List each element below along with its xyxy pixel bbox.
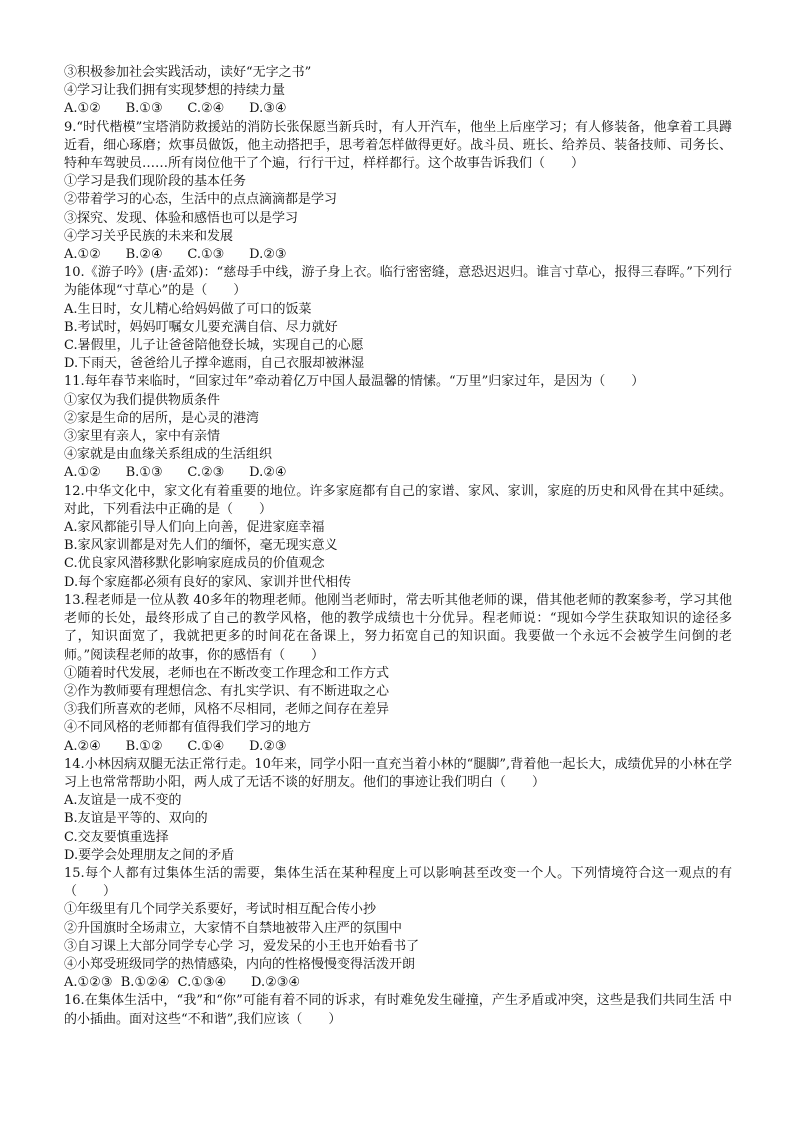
item-line: ②作为教师要有理想信念、有扎实学识、有不断进取之心 <box>64 683 390 699</box>
item-line: ④学习关乎民族的未来和发展 <box>64 228 234 244</box>
answer-options: A.①② B.①③ C.②④ D.③④ <box>64 101 287 117</box>
item-line: D.下雨天，爸爸给儿子撑伞遮雨，自己衣服却被淋湿 <box>64 356 365 372</box>
item-line: ②带着学习的心态，生活中的点点滴滴都是学习 <box>64 192 338 208</box>
question-stem: 13.程老师是一位从教 40多年的物理老师。他刚当老师时，常去听其他老师的课，借其他老师的教案参考，学习其他老师的长处，最终形成了自己的教学风格，他的教学成绩也十分优异。程老师说：“现如今学生获取知识的途径多了，知识面宽了，我就把更多的时间花在备课上，努力拓宽自己的知识面。我要做一个永远不会被学生问倒的老师。”阅读程老师的故事，你的感悟有（ ） <box>64 592 732 663</box>
exam-page <box>64 64 732 1029</box>
item-line: B.考试时，妈妈叮嘱女儿要充满自信、尽力就好 <box>64 319 338 335</box>
item-line: ②家是生命的居所，是心灵的港湾 <box>64 410 260 426</box>
item-line: ③探究、发现、体验和感悟也可以是学习 <box>64 210 299 226</box>
item-line: C.优良家风潜移默化影响家庭成员的价值观念 <box>64 556 325 572</box>
question-stem: 15.每个人都有过集体生活的需要，集体生活在某种程度上可以影响甚至改变一个人。下列情境符合这一观点的有（ ） <box>64 865 732 900</box>
item-line: A.友谊是一成不变的 <box>64 793 182 809</box>
item-line: ④家就是由血缘关系组成的生活组织 <box>64 447 273 463</box>
item-line: ①学习是我们现阶段的基本任务 <box>64 174 247 190</box>
item-line: ②升国旗时全场肃立，大家情不自禁地被带入庄严的氛围中 <box>64 920 403 936</box>
item-line: A.生日时，女儿精心给妈妈做了可口的饭菜 <box>64 301 312 317</box>
item-line: C.交友要慎重选择 <box>64 829 169 845</box>
item-line: ③积极参加社会实践活动，读好“无字之书” <box>64 65 312 80</box>
question-stem: 16.在集体生活中，“我”和“你”可能有着不同的诉求，有时难免发生碰撞，产生矛盾或冲突，这些是我们共同生活 中的小插曲。面对这些“不和谐”,我们应该（ ） <box>64 993 732 1027</box>
item-line: ④小郑受班级同学的热情感染，内向的性格慢慢变得活泼开朗 <box>64 956 416 972</box>
question-stem: 12.中华文化中，家文化有着重要的地位。许多家庭都有自己的家谱、家风、家训，家庭的历史和风骨在其中延续。对此，下列看法中正确的是（ ） <box>64 483 732 517</box>
item-line: ③自习课上大部分同学专心学 习，爱发呆的小王也开始看书了 <box>64 938 420 954</box>
item-line: ③家里有亲人，家中有亲情 <box>64 429 221 445</box>
answer-options: A.①② B.②④ C.①③ D.②③ <box>64 247 287 263</box>
item-line: ①年级里有几个同学关系要好，考试时相互配合传小抄 <box>64 902 377 918</box>
item-line: ④不同风格的老师都有值得我们学习的地方 <box>64 720 312 736</box>
item-line: D.要学会处理朋友之间的矛盾 <box>64 847 235 863</box>
item-line: ④学习让我们拥有实现梦想的持续力量 <box>64 83 286 99</box>
question-stem: 14.小林因病双腿无法正常行走。10年来，同学小阳一直充当着小林的“腿脚”,背着他一起长大，成绩优异的小林在学习上也常常帮助小阳，两人成了无话不谈的好朋友。他们的事迹让我们明白（ ） <box>64 756 732 790</box>
item-line: ①家仅为我们提供物质条件 <box>64 392 221 408</box>
item-line: ③我们所喜欢的老师，风格不尽相同，老师之间存在差异 <box>64 702 390 718</box>
answer-options: A.①② B.①③ C.②③ D.②④ <box>64 465 287 481</box>
item-line: A.家风都能引导人们向上向善，促进家庭幸福 <box>64 520 325 536</box>
item-line: ①随着时代发展，老师也在不断改变工作理念和工作方式 <box>64 665 390 681</box>
answer-options: A.①②③ B.①②④ C.①③④ D.②③④ <box>64 975 301 991</box>
item-line: C.暑假里，儿子让爸爸陪他登长城，实现自己的心愿 <box>64 338 364 354</box>
item-line: D.每个家庭都必须有良好的家风、家训并世代相传 <box>64 574 352 590</box>
question-stem: 11.每年春节来临时，“回家过年”牵动着亿万中国人最温馨的情愫。“万里”归家过年，是因为（ ） <box>64 374 645 390</box>
question-stem: 10.《游子吟》(唐·孟郊)：“慈母手中线，游子身上衣。临行密密缝，意恐迟迟归。谁言寸草心，报得三春晖。”下列行为能体现“寸草心”的是（ ） <box>64 265 732 299</box>
answer-options: A.②④ B.①② C.①④ D.②③ <box>64 738 287 754</box>
item-line: B.友谊是平等的、双向的 <box>64 811 208 827</box>
question-stem: 9.“时代楷模”宝塔消防救援站的消防长张保愿当新兵时，有人开汽车，他坐上后座学习；有人修装备，他拿着工具蹲近看，细心琢磨；炊事员做饭，他主动搭把手，思考着怎样做得更好。战斗员、班长、给养员、装备技师、司务长、特种车驾驶员……所有岗位他干了个遍，行行干过，样样都行。这个故事告诉我们（ ） <box>64 119 732 172</box>
item-line: B.家风家训都是对先人们的缅怀，毫无现实意义 <box>64 538 338 554</box>
